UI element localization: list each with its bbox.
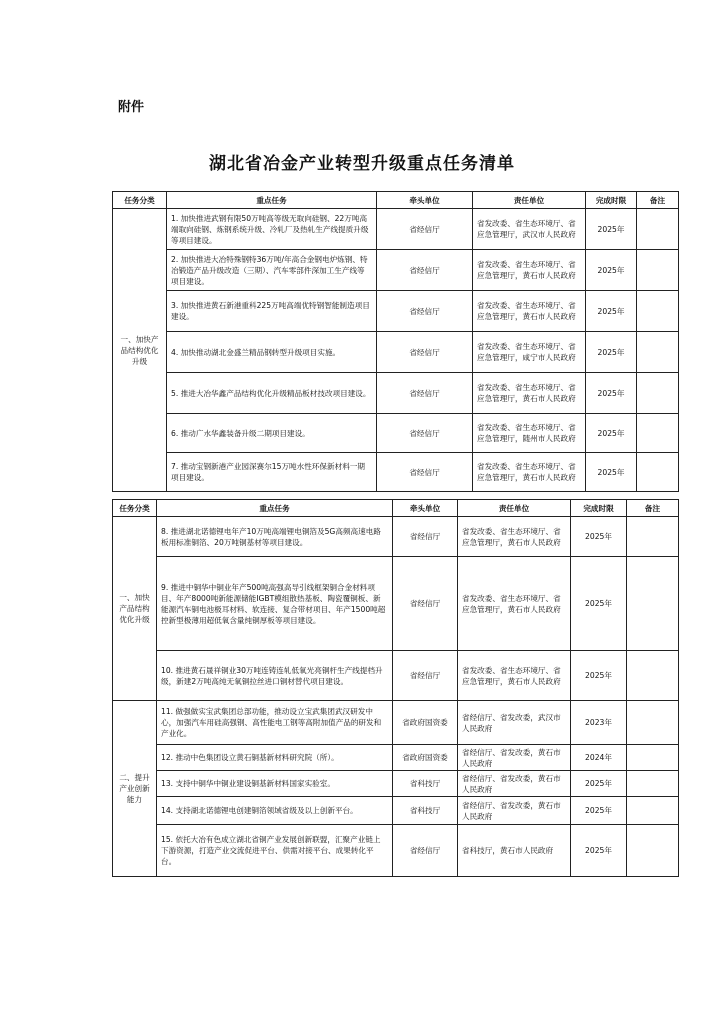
note: [627, 701, 679, 745]
responsible-units: 省发改委、省生态环境厅、省应急管理厅，黄石市人民政府: [473, 250, 586, 291]
responsible-units: 省经信厅、省发改委，黄石市人民政府: [458, 745, 571, 771]
deadline: 2025年: [586, 332, 637, 373]
deadline: 2023年: [571, 701, 627, 745]
table-row: [113, 651, 679, 701]
deadline: 2025年: [586, 414, 637, 453]
lead-unit: 省政府国资委: [393, 745, 458, 771]
deadline: 2025年: [586, 373, 637, 414]
responsible-units: 省发改委、省生态环境厅、省应急管理厅，黄石市人民政府: [458, 651, 571, 701]
attachment-label: 附件: [118, 100, 145, 115]
task-table-2: [112, 499, 679, 877]
lead-unit: 省科技厅: [393, 771, 458, 797]
task-text: 1. 加快推进武钢有限50万吨高等级无取向硅钢、22万吨高端取向硅钢、炼钢系统升级、冷轧厂及热轧生产线提质升级等项目建设。: [167, 209, 377, 250]
task-text: 11. 做强做实宝武集团总部功能，推动设立宝武集团武汉研发中心，加强汽车用硅高强钢、高性能电工钢等高附加值产品的研发和产业化。: [157, 701, 393, 745]
table-header-row: [113, 192, 679, 209]
note: [637, 209, 679, 250]
table-header-row: [113, 500, 679, 517]
deadline: 2024年: [571, 745, 627, 771]
responsible-units: 省发改委、省生态环境厅、省应急管理厅，黄石市人民政府: [458, 557, 571, 651]
table-row: [113, 557, 679, 651]
header-lead: 牵头单位: [393, 500, 458, 517]
table-row: [113, 453, 679, 492]
task-text: 13. 支持中铜华中铜业建设铜基新材料国家实验室。: [157, 771, 393, 797]
table-row: [113, 701, 679, 745]
note: [627, 517, 679, 557]
table-row: [113, 771, 679, 797]
note: [637, 332, 679, 373]
note: [637, 453, 679, 492]
deadline: 2025年: [571, 517, 627, 557]
note: [637, 291, 679, 332]
task-text: 2. 加快推进大冶特殊钢特36万吨/年高合金钢电炉炼钢、特冶锻造产品升级改造（三期）、汽车零部件深加工生产线等项目建设。: [167, 250, 377, 291]
note: [637, 414, 679, 453]
note: [627, 797, 679, 825]
responsible-units: 省经信厅、省发改委，黄石市人民政府: [458, 771, 571, 797]
header-deadline: 完成时限: [571, 500, 627, 517]
responsible-units: 省发改委、省生态环境厅、省应急管理厅，随州市人民政府: [473, 414, 586, 453]
task-text: 8. 推进湖北诺德锂电年产10万吨高端锂电铜箔及5G高频高速电路板用标准铜箔、20万吨铜基材等项目建设。: [157, 517, 393, 557]
responsible-units: 省发改委、省生态环境厅、省应急管理厅，黄石市人民政府: [473, 291, 586, 332]
deadline: 2025年: [586, 250, 637, 291]
header-task: 重点任务: [157, 500, 393, 517]
task-text: 15. 依托大冶有色成立湖北省铜产业发展创新联盟，汇聚产业链上下游资源，打造产业交流促进平台、供需对接平台、成果转化平台。: [157, 825, 393, 877]
note: [627, 651, 679, 701]
note: [637, 373, 679, 414]
table-row: [113, 517, 679, 557]
deadline: 2025年: [571, 651, 627, 701]
responsible-units: 省经信厅、省发改委，武汉市人民政府: [458, 701, 571, 745]
deadline: 2025年: [586, 209, 637, 250]
task-text: 10. 推进黄石晟祥铜业30万吨连铸连轧低氧光亮铜杆生产线提档升级，新建2万吨高纯无氧铜拉丝进口铜材替代项目建设。: [157, 651, 393, 701]
task-category: 一、加快产品结构优化升级: [113, 209, 167, 492]
task-table-1: [112, 191, 679, 492]
header-category: 任务分类: [113, 500, 157, 517]
lead-unit: 省科技厅: [393, 797, 458, 825]
lead-unit: 省经信厅: [393, 825, 458, 877]
lead-unit: 省经信厅: [393, 557, 458, 651]
lead-unit: 省经信厅: [377, 250, 473, 291]
note: [627, 825, 679, 877]
task-text: 9. 推进中铜华中铜业年产500吨高强高导引线框架铜合金材料项目、年产8000吨新能源储能IGBT模组散热基板、陶瓷覆铜板、新能源汽车铜电池极耳材料、软连接、复合带材项目、年产1500吨超控新型极薄用超低氧含量纯铜厚板等项目建设。: [157, 557, 393, 651]
responsible-units: 省科技厅，黄石市人民政府: [458, 825, 571, 877]
task-category: 二、提升产业创新能力: [113, 701, 157, 877]
table-row: [113, 797, 679, 825]
deadline: 2025年: [586, 291, 637, 332]
note: [627, 771, 679, 797]
lead-unit: 省经信厅: [393, 651, 458, 701]
task-text: 4. 加快推动湖北金盛兰精品钢转型升级项目实施。: [167, 332, 377, 373]
deadline: 2025年: [571, 771, 627, 797]
header-note: 备注: [637, 192, 679, 209]
table-row: [113, 291, 679, 332]
responsible-units: 省经信厅、省发改委，黄石市人民政府: [458, 797, 571, 825]
responsible-units: 省发改委、省生态环境厅、省应急管理厅，武汉市人民政府: [473, 209, 586, 250]
task-text: 6. 推动广水华鑫装备升级二期项目建设。: [167, 414, 377, 453]
task-text: 14. 支持湖北诺德锂电创建铜箔领域省级及以上创新平台。: [157, 797, 393, 825]
table-row: [113, 414, 679, 453]
header-note: 备注: [627, 500, 679, 517]
task-category: 一、加快产品结构优化升级: [113, 517, 157, 701]
deadline: 2025年: [586, 453, 637, 492]
responsible-units: 省发改委、省生态环境厅、省应急管理厅，黄石市人民政府: [458, 517, 571, 557]
table-row: [113, 825, 679, 877]
responsible-units: 省发改委、省生态环境厅、省应急管理厅，黄石市人民政府: [473, 453, 586, 492]
deadline: 2025年: [571, 797, 627, 825]
lead-unit: 省经信厅: [377, 209, 473, 250]
lead-unit: 省经信厅: [393, 517, 458, 557]
lead-unit: 省经信厅: [377, 453, 473, 492]
header-task: 重点任务: [167, 192, 377, 209]
responsible-units: 省发改委、省生态环境厅、省应急管理厅，黄石市人民政府: [473, 373, 586, 414]
table-row: [113, 250, 679, 291]
note: [637, 250, 679, 291]
lead-unit: 省经信厅: [377, 332, 473, 373]
lead-unit: 省经信厅: [377, 291, 473, 332]
table-row: [113, 373, 679, 414]
header-deadline: 完成时限: [586, 192, 637, 209]
header-category: 任务分类: [113, 192, 167, 209]
note: [627, 745, 679, 771]
table-row: [113, 745, 679, 771]
header-responsible: 责任单位: [473, 192, 586, 209]
lead-unit: 省经信厅: [377, 414, 473, 453]
header-lead: 牵头单位: [377, 192, 473, 209]
header-responsible: 责任单位: [458, 500, 571, 517]
task-text: 12. 推动中色集团设立黄石铜基新材料研究院（所）。: [157, 745, 393, 771]
task-text: 5. 推进大冶华鑫产品结构优化升级精品板材技改项目建设。: [167, 373, 377, 414]
deadline: 2025年: [571, 557, 627, 651]
deadline: 2025年: [571, 825, 627, 877]
responsible-units: 省发改委、省生态环境厅、省应急管理厅，咸宁市人民政府: [473, 332, 586, 373]
table-row: [113, 332, 679, 373]
lead-unit: 省政府国资委: [393, 701, 458, 745]
document-title: 湖北省冶金产业转型升级重点任务清单: [209, 154, 515, 174]
table-row: [113, 209, 679, 250]
lead-unit: 省经信厅: [377, 373, 473, 414]
note: [627, 557, 679, 651]
task-text: 3. 加快推进黄石新港重科225万吨高端优特钢智能制造项目建设。: [167, 291, 377, 332]
task-text: 7. 推动宝钢新港产业园深赛尔15万吨水性环保新材料一期项目建设。: [167, 453, 377, 492]
